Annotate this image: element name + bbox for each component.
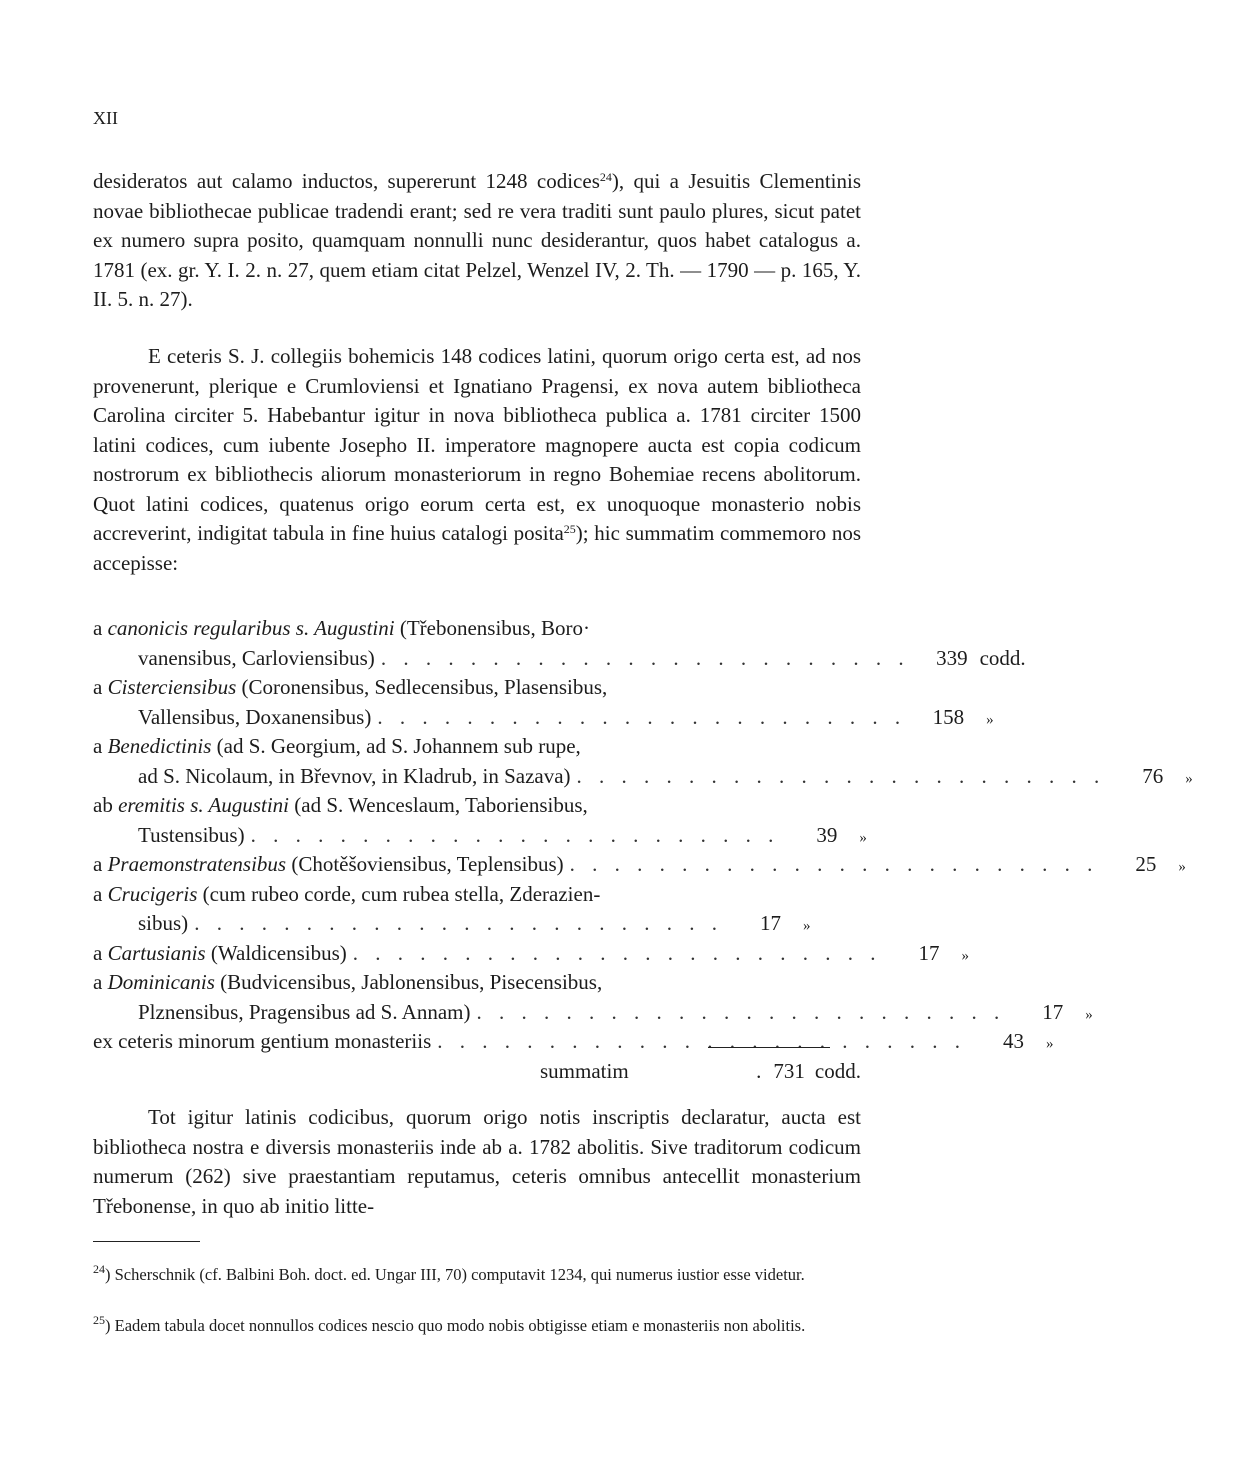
- sum-unit: codd.: [814, 1059, 861, 1083]
- monastery-codices-table: [93, 614, 1193, 1057]
- footnote-text: ) Scherschnik (cf. Balbini Boh. doct. ed. Ungar III, 70) computavit 1234, qui numerus iustior esse videtur.: [105, 1265, 805, 1284]
- leader-dots: . . . . . . . . . . . . . . . . . . . . . . . .: [352, 940, 882, 965]
- table-row: [93, 614, 1026, 673]
- row-line-2: [93, 644, 1026, 674]
- row-label-prefix: a: [93, 675, 108, 699]
- row-order-name: Cartusianis: [107, 940, 206, 965]
- leader-dots: . . . . . . . . . . . . . . . . . . . . . . . .: [576, 763, 1106, 788]
- row-label: [93, 968, 602, 998]
- paragraph-2-text-cont: ); hic summatim commemoro nos accepisse:: [93, 521, 861, 575]
- footnote-number: 24: [93, 1262, 105, 1276]
- row-label-cont: Plznensibus, Pragensibus ad S. Annam): [138, 999, 471, 1024]
- sum-row: [540, 1057, 861, 1087]
- footnote-25: [93, 1313, 861, 1338]
- table-row: [93, 673, 994, 732]
- row-houses: (Budvicensibus, Jablonensibus, Pisecensibus,: [214, 970, 603, 994]
- row-label: [93, 614, 590, 644]
- row-line-1: [93, 673, 861, 703]
- row-line-2: [93, 998, 1093, 1028]
- row-line-1: [93, 732, 861, 762]
- row-unit: »: [859, 829, 867, 846]
- leader-dots: . . . . . . . . . . . . . . . . . . . . . . . .: [250, 822, 780, 847]
- row-label: [93, 880, 600, 910]
- row-count: 17: [759, 911, 781, 935]
- row-houses: (cum rubeo corde, cum rubea stella, Zderazien-: [197, 881, 601, 906]
- row-label-prefix: a: [93, 734, 108, 758]
- row-line-2: [93, 762, 1193, 792]
- row-order-name: eremitis s. Augustini: [118, 793, 290, 817]
- footnote-rule: [93, 1241, 200, 1242]
- leader-dots: . . . . . . . . . . . . . . . . . . . . . . . .: [437, 1029, 967, 1053]
- paragraph-3: Tot igitur latinis codicibus, quorum origo notis inscriptis declaratur, aucta est bibliotheca nostra e diversis monasteriis inde ab a. 1782 abolitis. Sive traditorum codicum numerum (262) sive praestantiam reputamus, ceteris omnibus antecellit monasterium Třebonense, in quo ab initio litte-: [93, 1105, 861, 1218]
- sum-leader-dot: .: [756, 1059, 762, 1083]
- footnote-ref-25: 25: [563, 522, 576, 536]
- row-order-name: Dominicanis: [107, 970, 215, 994]
- row-line-1: [93, 880, 861, 910]
- table-row: [93, 791, 867, 850]
- row-line-1: [93, 791, 861, 821]
- row-label-cont: ad S. Nicolaum, in Břevnov, in Kladrub, in Sazava): [138, 763, 571, 788]
- row-label: [93, 939, 347, 969]
- leader-dots: . . . . . . . . . . . . . . . . . . . . . . . .: [569, 852, 1099, 876]
- row-unit: »: [1178, 859, 1186, 875]
- row-count: 39: [816, 822, 838, 847]
- row-line-2: [93, 909, 861, 939]
- table-row: [93, 939, 970, 969]
- row-houses: (ad S. Wenceslaum, Taboriensibus,: [289, 793, 588, 817]
- row-houses: (Chotěšoviensibus, Teplensibus): [286, 852, 564, 876]
- row-label-prefix: ab: [93, 793, 119, 817]
- row-unit: codd.: [979, 645, 1026, 670]
- row-label-cont: vanensibus, Carloviensibus): [138, 645, 375, 670]
- row-line-1: [93, 1027, 1054, 1057]
- footnote-ref-24: 24: [599, 170, 612, 184]
- paragraph-2-text: E ceteris S. J. collegiis bohemicis 148 codices latini, quorum origo certa est, ad nos provenerunt, plerique e Crumloviensi et Ignatiano Pragensi, ex nova autem bibliotheca Carolina circiter 5. Habebantur igitur in nova bibliotheca publica a. 1781 circiter 1500 latini codices, cum iubente Josepho II. imperatore magnopere aucta est copia codicum nostrorum ex bibliothecis aliorum monasteriorum in regno Bohemiae recens abolitorum. Quot latini codices, quatenus origo eorum certa est, ex unoquoque monasterio nobis accreverint, indigitat tabula in fine huius catalogi posita: [93, 344, 861, 545]
- row-label: [93, 850, 564, 880]
- paragraph-1-text-cont: ), qui a Jesuitis Clementinis novae bibliothecae publicae tradendi erant; sed re vera traditi sunt paulo plures, sicut patet ex numero supra posito, quamquam nonnulli nunc desiderantur, quos habet catalogus a. 1781 (ex. gr. Y. I. 2. n. 27, quem etiam citat Pelzel, Wenzel IV, 2. Th. — 1790 — p. 165, Y. II. 5. n. 27).: [93, 169, 862, 311]
- row-count: 25: [1135, 852, 1157, 876]
- row-label-prefix: a: [93, 940, 108, 965]
- row-line-1: [93, 939, 970, 969]
- row-unit: »: [1185, 770, 1193, 787]
- row-order-name: canonicis regularibus s. Augustini: [107, 616, 395, 640]
- row-order-name: Benedictinis: [107, 734, 212, 758]
- footnote-24: [93, 1262, 861, 1287]
- footnote-number: 25: [93, 1313, 105, 1327]
- page-number: XII: [93, 108, 118, 128]
- row-label-cont: sibus): [138, 911, 189, 935]
- row-unit: »: [802, 918, 811, 934]
- table-row: [93, 732, 1193, 791]
- table-row: [93, 1027, 1054, 1057]
- row-houses: (Třebonensibus, Boro·: [394, 616, 590, 640]
- leader-dots: . . . . . . . . . . . . . . . . . . . . . . . .: [377, 704, 907, 729]
- paragraph-1-text: desideratos aut calamo inductos, supererunt 1248 codices: [93, 169, 600, 193]
- row-unit: »: [1085, 1006, 1093, 1023]
- paragraph-1: [93, 167, 861, 315]
- row-houses: (Coronensibus, Sedlecensibus, Plasensibus,: [236, 675, 608, 699]
- row-count: 17: [1042, 999, 1064, 1024]
- row-line-1: [93, 968, 861, 998]
- row-unit: »: [961, 947, 970, 964]
- sum-count: 731: [773, 1059, 805, 1083]
- row-unit: »: [986, 711, 994, 728]
- row-label-prefix: a: [93, 970, 108, 994]
- row-houses: (Waldicensibus): [205, 940, 347, 965]
- row-label: [93, 673, 607, 703]
- row-label: [93, 791, 588, 821]
- leader-dots: . . . . . . . . . . . . . . . . . . . . . . . .: [476, 999, 1006, 1024]
- row-houses: (ad S. Georgium, ad S. Johannem sub rupe,: [211, 734, 581, 758]
- row-label: [93, 1027, 431, 1057]
- row-line-1: [93, 850, 1186, 880]
- row-count: 339: [936, 645, 968, 670]
- leader-dots: . . . . . . . . . . . . . . . . . . . . . . . .: [194, 911, 723, 935]
- row-count: 17: [918, 940, 940, 965]
- sum-label: summatim: [540, 1059, 629, 1083]
- row-order-name: Cisterciensibus: [107, 675, 237, 699]
- footnote-text: ) Eadem tabula docet nonnullos codices nescio quo modo nobis obtigisse etiam e monasteriis non abolitis.: [105, 1316, 806, 1335]
- row-label-cont: Vallensibus, Doxanensibus): [138, 704, 372, 729]
- row-line-2: [93, 821, 867, 851]
- row-label-prefix: ex ceteris minorum gentium monasteriis: [93, 1029, 432, 1053]
- row-line-2: [93, 703, 994, 733]
- paragraph-2: [93, 342, 861, 578]
- table-row: [93, 880, 861, 939]
- row-label: [93, 732, 581, 762]
- row-label-prefix: a: [93, 616, 108, 640]
- row-order-name: Praemonstratensibus: [107, 852, 287, 876]
- leader-dots: . . . . . . . . . . . . . . . . . . . . . . . .: [380, 645, 910, 670]
- row-count: 158: [932, 704, 965, 729]
- table-row: [93, 850, 1186, 880]
- row-count: 76: [1142, 763, 1164, 788]
- row-unit: »: [1046, 1036, 1054, 1052]
- row-label-prefix: a: [93, 881, 108, 906]
- row-line-1: [93, 614, 861, 644]
- row-label-prefix: a: [93, 852, 108, 876]
- sum-rule: [708, 1047, 830, 1048]
- row-count: 43: [1003, 1029, 1025, 1053]
- table-row: [93, 968, 1093, 1027]
- row-label-cont: Tustensibus): [138, 822, 245, 847]
- row-order-name: Crucigeris: [107, 881, 198, 906]
